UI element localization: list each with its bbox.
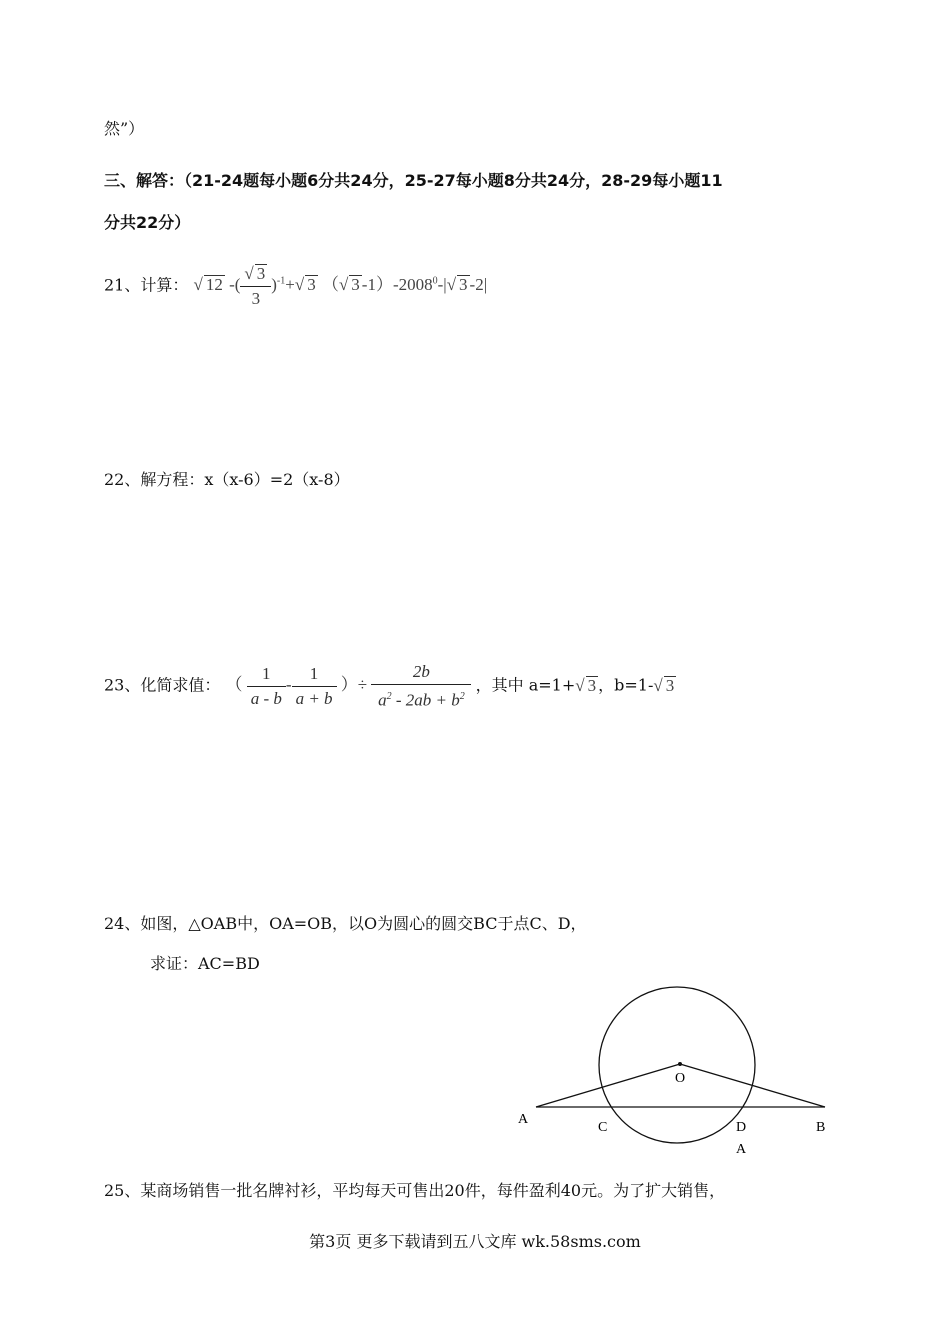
label-o: O xyxy=(675,1071,686,1086)
q21-tail: -2| xyxy=(469,275,488,295)
q23-minus: - xyxy=(285,675,292,695)
q23-f3-num: 2b xyxy=(371,660,471,685)
q23-sq-1: 2 xyxy=(386,691,392,702)
q23-fraction-2 xyxy=(292,662,337,711)
sqrt-icon: √ xyxy=(575,675,585,695)
q21-minus-open: -( xyxy=(229,275,241,295)
question-25: 25、某商场销售一批名牌衬衫，平均每天可售出20件，每件盈利40元。为了扩大销售， xyxy=(104,1181,726,1200)
q21-frac-num: 3 xyxy=(256,264,266,283)
geometry-figure xyxy=(500,975,860,1165)
sqrt-icon: √ xyxy=(244,264,254,283)
q23-f3-den-a: a xyxy=(378,690,387,710)
q23-f3-den-mid: - 2ab + b xyxy=(391,690,460,710)
q23-close-div: ）÷ xyxy=(340,675,368,695)
q21-expression xyxy=(193,264,488,308)
page-footer: 第3页 更多下载请到五八文库 wk.58sms.com xyxy=(309,1232,641,1251)
sqrt-icon: √ xyxy=(294,275,305,295)
sqrt-icon: √ xyxy=(193,275,203,295)
label-a-duplicate: A xyxy=(736,1142,747,1157)
label-b: B xyxy=(816,1120,826,1135)
q23-expression xyxy=(225,662,475,710)
q21-sqrt3c: 3 xyxy=(459,275,468,295)
q21-close: ) xyxy=(271,275,277,295)
carry-over-text: 然”） xyxy=(104,119,145,138)
q21-label: 21、计算： xyxy=(104,275,189,295)
sqrt-icon: √ xyxy=(338,275,349,295)
q23-label: 23、化简求值： xyxy=(104,675,221,695)
sqrt12-value: 12 xyxy=(205,275,223,295)
question-24-line1: 24、如图，△OAB中，OA=OB，以O为圆心的圆交BC于点C、D， xyxy=(104,914,587,933)
q23-cond-sqrt1: 3 xyxy=(587,675,597,695)
question-21 xyxy=(104,262,487,311)
q23-f1-num: 1 xyxy=(247,662,286,687)
question-22: 22、解方程：x（x-6）=2（x-8） xyxy=(104,470,350,489)
q21-exp: -1 xyxy=(276,275,286,287)
label-c: C xyxy=(598,1120,608,1135)
q23-f2-den: a + b xyxy=(295,688,333,708)
q23-f3-den xyxy=(371,685,471,713)
q23-fraction-1 xyxy=(247,662,286,711)
q23-fraction-3 xyxy=(371,660,471,713)
q21-plus: + xyxy=(285,275,295,295)
q23-open: （ xyxy=(225,675,243,695)
q23-f2-num: 1 xyxy=(292,662,337,687)
q21-paren: （ xyxy=(321,275,339,295)
q21-fraction xyxy=(240,262,271,311)
segment-ob xyxy=(680,1064,825,1107)
q23-sq-2: 2 xyxy=(459,691,465,702)
q23-cond-sqrt2: 3 xyxy=(665,675,675,695)
section-title-line1: 三、解答：（21-24题每小题6分共24分，25-27每小题8分共24分，28-29每小题11 xyxy=(104,171,723,190)
q23-f1-den: a - b xyxy=(250,688,282,708)
q21-zero-exp: 0 xyxy=(432,275,438,287)
label-d: D xyxy=(736,1120,747,1135)
point-o xyxy=(678,1062,682,1066)
q23-condition: ，其中 a=1+ xyxy=(475,675,576,695)
q21-frac-den: 3 xyxy=(251,289,261,308)
label-a: A xyxy=(518,1112,529,1127)
q21-sqrt3a: 3 xyxy=(307,275,316,295)
q21-sqrt3b: 3 xyxy=(351,275,360,295)
sqrt-icon: √ xyxy=(446,275,457,295)
q21-minus1: -1）-2008 xyxy=(361,275,433,295)
q23-cond-b: ，b=1- xyxy=(598,675,654,695)
question-23 xyxy=(104,660,676,713)
q21-abs: -| xyxy=(437,275,447,295)
question-24-line2: 求证：AC=BD xyxy=(150,954,260,973)
section-title-line2: 分共22分） xyxy=(104,213,191,232)
sqrt-icon: √ xyxy=(653,675,663,695)
